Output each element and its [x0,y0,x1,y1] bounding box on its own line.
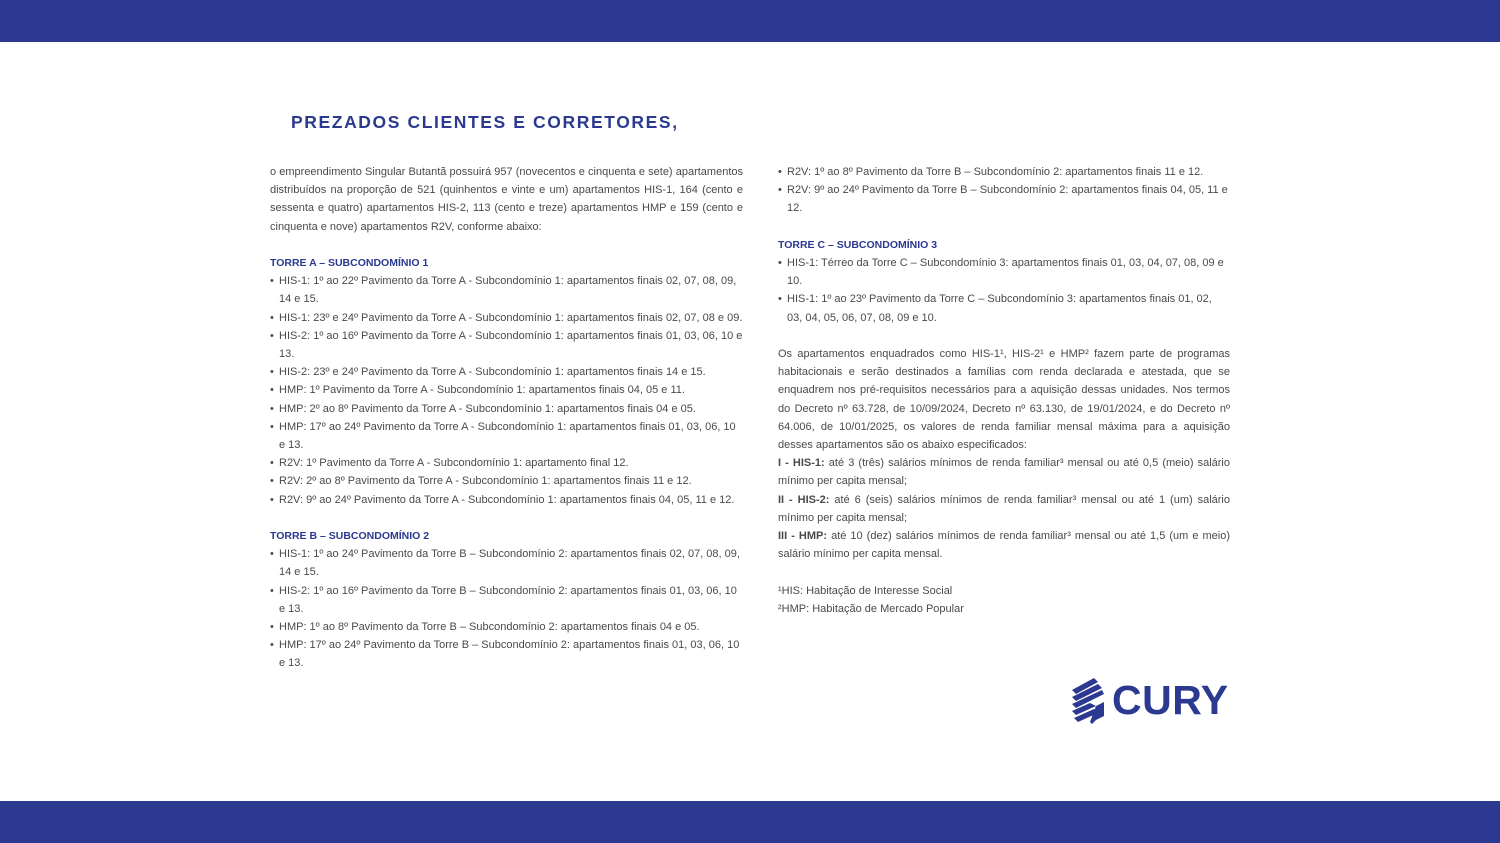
list-item: • HIS-1: 1º ao 24º Pavimento da Torre B – Subcondomínio 2: apartamentos finais 02, 07, 08, 09, 14 e 15. [270,545,743,581]
income-limit-label: III - HMP: [778,530,828,543]
list-item: • HMP: 1º Pavimento da Torre A - Subcondomínio 1: apartamentos finais 04, 05 e 11. [270,381,743,399]
list-item: • HIS-1: Térreo da Torre C – Subcondomínio 3: apartamentos finais 01, 03, 04, 07, 08, 09 e 10. [778,254,1230,290]
cury-stripes-icon [1070,676,1112,726]
bottom-band [0,801,1500,843]
income-limit-label: II - HIS-2: [778,493,830,506]
list-item: • R2V: 1º ao 8º Pavimento da Torre B – Subcondomínio 2: apartamentos finais 11 e 12. [778,163,1230,181]
list-item: • HIS-1: 1º ao 23º Pavimento da Torre C – Subcondomínio 3: apartamentos finais 01, 02, 03, 04, 05, 06, 07, 08, 09 e 10. [778,290,1230,326]
income-limit-label: I - HIS-1: [778,457,825,470]
income-limit [778,527,1230,563]
list-item: • HIS-1: 23º e 24º Pavimento da Torre A - Subcondomínio 1: apartamentos finais 02, 07, 08 e 09. [270,309,743,327]
income-limit-text: até 3 (três) salários mínimos de renda familiar³ mensal ou até 0,5 (meio) salário mínimo per capita mensal; [778,457,1230,488]
income-limit [778,491,1230,527]
list-item: • HIS-2: 23º e 24º Pavimento da Torre A - Subcondomínio 1: apartamentos finais 14 e 15. [270,363,743,381]
income-limit [778,454,1230,490]
left-column [270,163,743,673]
list-item: • R2V: 2º ao 8º Pavimento da Torre A - Subcondomínio 1: apartamentos finais 11 e 12. [270,472,743,490]
list-item: • R2V: 9º ao 24º Pavimento da Torre A - Subcondomínio 1: apartamentos finais 04, 05, 11 e 12. [270,491,743,509]
list-item: • HMP: 2º ao 8º Pavimento da Torre A - Subcondomínio 1: apartamentos finais 04 e 05. [270,400,743,418]
list-item: • HIS-2: 1º ao 16º Pavimento da Torre A - Subcondomínio 1: apartamentos finais 01, 03, 06, 10 e 13. [270,327,743,363]
torre-c-heading: TORRE C – SUBCONDOMÍNIO 3 [778,238,938,251]
footnote: ¹HIS: Habitação de Interesse Social [778,584,953,597]
torre-b-heading: TORRE B – SUBCONDOMÍNIO 2 [270,530,430,543]
page-title: PREZADOS CLIENTES E CORRETORES, [291,112,679,132]
torre-a-heading: TORRE A – SUBCONDOMÍNIO 1 [270,257,429,269]
cury-logo [1070,676,1232,726]
list-item: • HIS-2: 1º ao 16º Pavimento da Torre B – Subcondomínio 2: apartamentos finais 01, 03, 06, 10 e 13. [270,582,743,618]
right-column [778,163,1230,618]
torre-c-list [778,254,1230,327]
list-item: • HMP: 17º ao 24º Pavimento da Torre A - Subcondomínio 1: apartamentos finais 01, 03, 06, 10 e 13. [270,418,743,454]
footnote: ²HMP: Habitação de Mercado Popular [778,602,964,615]
intro-paragraph: o empreendimento Singular Butantã possuirá 957 (novecentos e cinquenta e sete) apartamentos distribuídos na proporção de 521 (quinhentos e vinte e um) apartamentos HIS-1, 164 (cento e sessenta e quatro) apartamentos HIS-2, 113 (cento e treze) apartamentos HMP e 159 (cento e cinquenta e nove) apartamentos R2V, conforme abaixo: [270,166,743,233]
torre-b-list-left [270,545,743,672]
list-item: • R2V: 1º Pavimento da Torre A - Subcondomínio 1: apartamento final 12. [270,454,743,472]
income-limit-text: até 10 (dez) salários mínimos de renda familiar³ mensal ou até 1,5 (um e meio) salário mínimo per capita mensal. [778,530,1230,561]
income-limit-text: até 6 (seis) salários mínimos de renda familiar³ mensal ou até 1 (um) salário mínimo per capita mensal; [778,493,1230,524]
logo-wordmark: CURY [1112,677,1229,723]
programs-paragraph: Os apartamentos enquadrados como HIS-1¹, HIS-2¹ e HMP² fazem parte de programas habitacionais e serão destinados a famílias com renda declarada e atestada, que se enquadrem nos pré-requisitos necessários para a aquisição dessas unidades. Nos termos do Decreto nº 63.728, de 10/09/2024, Decreto nº 63.130, de 19/01/2024, e do Decreto nº 64.006, de 10/01/2025, os valores de renda familiar mensal máxima para a aquisição desses apartamentos são os abaixo especificados: [778,348,1230,452]
torre-b-list-right [778,163,1230,218]
torre-a-list [270,272,743,509]
list-item: • HMP: 1º ao 8º Pavimento da Torre B – Subcondomínio 2: apartamentos finais 04 e 05. [270,618,743,636]
list-item: • HIS-1: 1º ao 22º Pavimento da Torre A - Subcondomínio 1: apartamentos finais 02, 07, 08, 09, 14 e 15. [270,272,743,308]
list-item: • R2V: 9º ao 24º Pavimento da Torre B – Subcondomínio 2: apartamentos finais 04, 05, 11 e 12. [778,181,1230,217]
list-item: • HMP: 17º ao 24º Pavimento da Torre B – Subcondomínio 2: apartamentos finais 01, 03, 06, 10 e 13. [270,636,743,672]
top-band [0,0,1500,42]
